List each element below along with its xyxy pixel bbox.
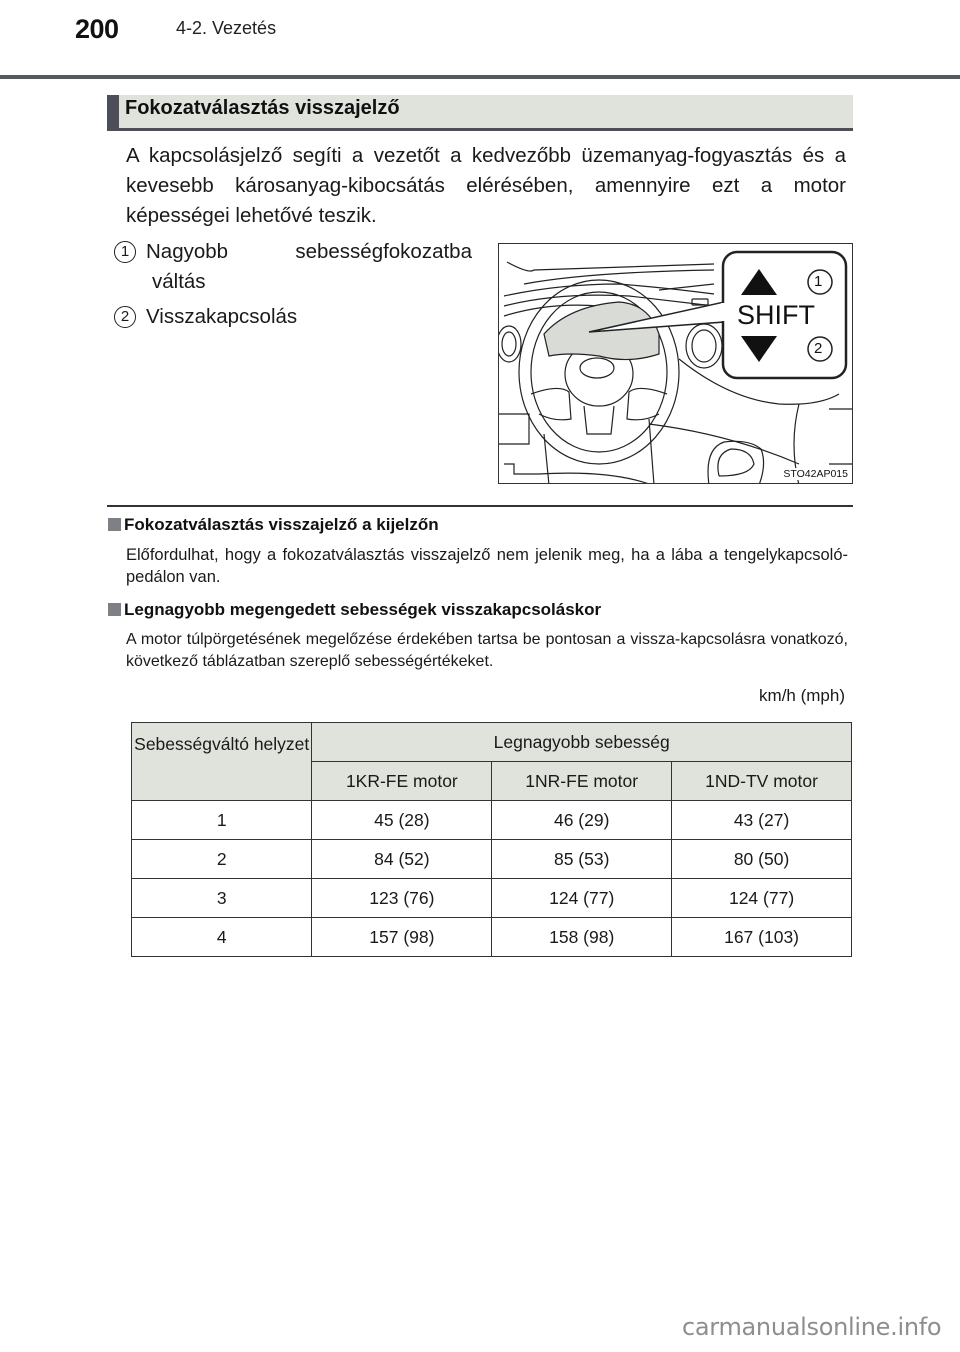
callout-text-1-line2: váltás bbox=[152, 270, 206, 293]
callout-text-1: Nagyobb sebességfokozatba bbox=[146, 240, 472, 263]
callout-item-1 bbox=[114, 237, 480, 293]
speed-cell: 45 (28) bbox=[312, 801, 492, 840]
table-row bbox=[132, 879, 852, 918]
position-header: Sebességváltó helyzet bbox=[132, 723, 312, 801]
marker-2-label: 2 bbox=[814, 340, 823, 357]
sub-heading-max-speeds bbox=[108, 600, 601, 620]
table-row bbox=[132, 801, 852, 840]
sub-body-display: Előfordulhat, hogy a fokozatválasztás visszajelző nem jelenik meg, ha a lába a tengelykapcsoló-pedálon van. bbox=[126, 546, 848, 586]
speed-cell: 85 (53) bbox=[492, 840, 672, 879]
speed-cell: 158 (98) bbox=[492, 918, 672, 957]
page-number: 200 bbox=[75, 14, 119, 44]
units-label: km/h (mph) bbox=[759, 686, 845, 705]
speed-cell: 80 (50) bbox=[672, 840, 852, 879]
speed-cell: 43 (27) bbox=[672, 801, 852, 840]
speed-cell: 84 (52) bbox=[312, 840, 492, 879]
gear-position: 1 bbox=[132, 801, 312, 840]
sub-heading-display bbox=[108, 515, 439, 535]
speed-cell: 124 (77) bbox=[492, 879, 672, 918]
title-bar bbox=[107, 95, 853, 131]
gear-position: 3 bbox=[132, 879, 312, 918]
callout-number-1: 1 bbox=[114, 241, 136, 263]
sub-body-max-speeds: A motor túlpörgetésének megelőzése érdekében tartsa be pontosan a vissza-kapcsolásra vonatkozó, következő táblázatban szereplő sebességértékeket. bbox=[126, 631, 848, 670]
table-header-row bbox=[132, 723, 852, 762]
page-title: Fokozatválasztás visszajelző bbox=[125, 97, 400, 119]
table-row bbox=[132, 918, 852, 957]
speed-cell: 157 (98) bbox=[312, 918, 492, 957]
bullet-square-icon bbox=[108, 603, 121, 616]
section-rule bbox=[107, 505, 853, 507]
speed-cell: 123 (76) bbox=[312, 879, 492, 918]
illustration-code: STO42AP015 bbox=[783, 468, 848, 480]
engine-header-1nr: 1NR-FE motor bbox=[492, 762, 672, 801]
intro-paragraph: A kapcsolásjelző segíti a vezetőt a kedvezőbb üzemanyag-fogyasztás és a kevesebb károsanyag-kibocsátás elérésében, amennyire ezt a motor képességei lehetővé teszik. bbox=[126, 144, 846, 227]
callout-number-2: 2 bbox=[114, 306, 136, 328]
callout-item-2 bbox=[114, 302, 297, 332]
title-accent bbox=[107, 95, 119, 128]
dashboard-illustration bbox=[498, 243, 853, 484]
watermark-link[interactable]: carmanualsonline.info bbox=[682, 1313, 942, 1341]
marker-1-label: 1 bbox=[814, 273, 823, 290]
shift-label: SHIFT bbox=[737, 300, 815, 330]
header-rule bbox=[0, 75, 960, 79]
table-row bbox=[132, 840, 852, 879]
engine-header-1kr: 1KR-FE motor bbox=[312, 762, 492, 801]
engine-header-1nd: 1ND-TV motor bbox=[672, 762, 852, 801]
speed-cell: 124 (77) bbox=[672, 879, 852, 918]
gear-position: 4 bbox=[132, 918, 312, 957]
gear-position: 2 bbox=[132, 840, 312, 879]
max-speed-table bbox=[131, 722, 852, 957]
section-label: 4-2. Vezetés bbox=[176, 18, 277, 38]
bullet-square-icon bbox=[108, 518, 121, 531]
speed-cell: 167 (103) bbox=[672, 918, 852, 957]
sub-heading-display-text: Fokozatválasztás visszajelző a kijelzőn bbox=[124, 515, 439, 534]
dashboard-drawing bbox=[499, 244, 853, 484]
sub-heading-max-speeds-text: Legnagyobb megengedett sebességek visszakapcsoláskor bbox=[124, 600, 602, 619]
max-speed-group-header: Legnagyobb sebesség bbox=[312, 723, 852, 762]
callout-text-2: Visszakapcsolás bbox=[146, 305, 298, 328]
speed-cell: 46 (29) bbox=[492, 801, 672, 840]
